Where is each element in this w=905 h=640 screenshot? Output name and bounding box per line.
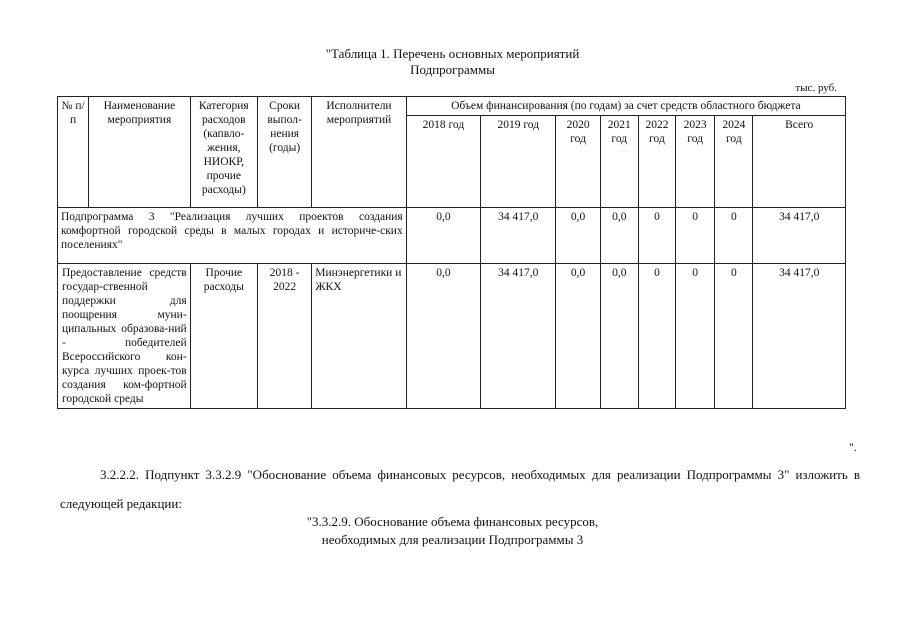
value-cell: 34 417,0 xyxy=(481,264,556,409)
value-cell: 0 xyxy=(638,208,675,264)
measure-row xyxy=(58,264,846,409)
measures-table xyxy=(57,96,846,409)
table-title-line-1: "Таблица 1. Перечень основных мероприятий xyxy=(325,46,580,61)
value-cell: 0 xyxy=(676,264,715,409)
header-num: № п/п xyxy=(58,97,89,208)
table-title-line-2: Подпрограммы xyxy=(410,62,495,77)
table-end-quote: ". xyxy=(849,440,857,454)
value-cell: 0 xyxy=(715,264,753,409)
header-year: 2019 год xyxy=(481,116,556,208)
subprogram-row xyxy=(58,208,846,264)
header-executors: Исполнители мероприятий xyxy=(312,97,406,208)
value-cell: 0,0 xyxy=(600,264,638,409)
units-label: тыс. руб. xyxy=(795,82,837,94)
measure-terms: 2018 - 2022 xyxy=(257,264,311,409)
value-cell: 0 xyxy=(715,208,753,264)
header-category: Категория расходов (капвло-жения, НИОКР, прочие расходы) xyxy=(190,97,257,208)
section-heading-line-1: "3.3.2.9. Обоснование объема финансовых ресурсов, xyxy=(306,514,599,529)
header-year: 2018 год xyxy=(406,116,480,208)
header-year: 2023 год xyxy=(676,116,715,208)
value-cell: 0,0 xyxy=(406,264,480,409)
table-title xyxy=(0,46,905,78)
header-terms: Сроки выпол-нения (годы) xyxy=(257,97,311,208)
header-name: Наименование мероприятия xyxy=(89,97,191,208)
section-heading xyxy=(0,513,905,549)
value-total: 34 417,0 xyxy=(753,264,846,409)
measure-category: Прочие расходы xyxy=(190,264,257,409)
value-cell: 34 417,0 xyxy=(481,208,556,264)
value-cell: 0 xyxy=(676,208,715,264)
header-year: 2020 год xyxy=(556,116,600,208)
body-paragraph: 3.2.2.2. Подпункт 3.3.2.9 "Обоснование объема финансовых ресурсов, необходимых для реализации Подпрограммы 3" изложить в следующей редакции: xyxy=(60,467,860,511)
value-cell: 0 xyxy=(638,264,675,409)
measure-name: Предоставление средств государ-ственной поддержки для поощрения муни-ципальных образова-ний - победителей Всероссийского кон-курса лучших проек-тов создания ком-фортной городской среды xyxy=(58,264,191,409)
measure-executors: Минэнергетики и ЖКХ xyxy=(312,264,406,409)
value-cell: 0,0 xyxy=(556,264,600,409)
section-heading-line-2: необходимых для реализации Подпрограммы 3 xyxy=(321,532,584,547)
header-year: 2022 год xyxy=(638,116,675,208)
subprogram-name: Подпрограмма 3 "Реализация лучших проектов создания комфортной городской среды в малых городах и историче-ских поселениях" xyxy=(58,208,407,264)
header-total: Всего xyxy=(753,116,846,208)
value-cell: 0,0 xyxy=(600,208,638,264)
header-funding: Объем финансирования (по годам) за счет средств областного бюджета xyxy=(406,97,845,116)
header-year: 2021 год xyxy=(600,116,638,208)
value-total: 34 417,0 xyxy=(753,208,846,264)
value-cell: 0,0 xyxy=(556,208,600,264)
header-year: 2024 год xyxy=(715,116,753,208)
value-cell: 0,0 xyxy=(406,208,480,264)
header-row-1 xyxy=(58,97,846,116)
